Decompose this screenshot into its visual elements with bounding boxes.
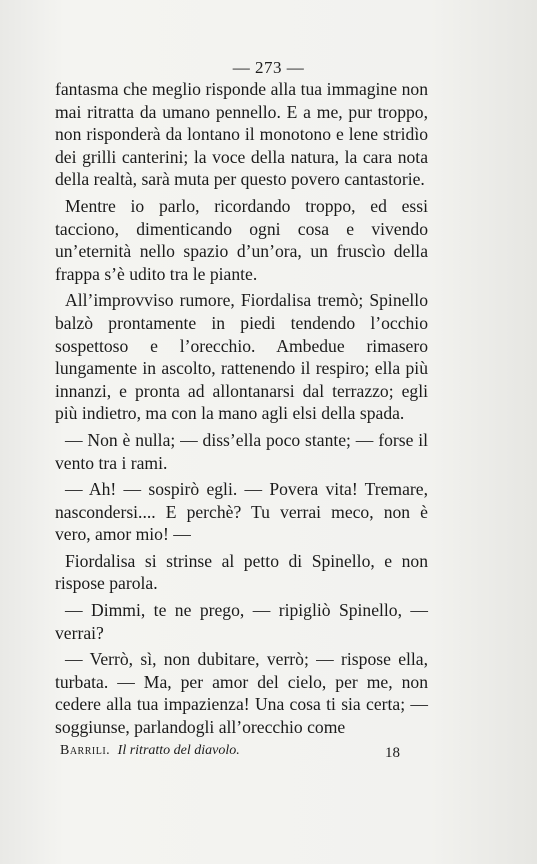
paragraph: — Ah! — sospirò egli. — Povera vita! Tremare, nascondersi.... E perchè? Tu verrai meco, non è vero, amor mio! — [55,479,428,545]
paragraph: — Verrò, sì, non dubitare, verrò; — rispose ella, turbata. — Ma, per amor del cielo, per me, non cedere alla tua impazienza! Una cosa ti sia certa; — soggiunse, parlandogli all’orecchio come [55,649,428,738]
footer-signature-mark: 18 [385,745,400,761]
paragraph: All’improvviso rumore, Fiordalisa tremò; Spinello balzò prontamente in piedi tendendo l’occhio sospettoso e l’orecchio. Ambedue rimasero lungamente in ascolto, rattenendo il respiro; ella più innanzi, e pronta ad allontanarsi dal terrazzo; egli più indietro, ma con la mano agli elsi della spada. [55,290,428,424]
paragraph: — Dimmi, te ne prego, — ripigliò Spinello, — verrai? [55,600,428,643]
paragraph: Mentre io parlo, ricordando troppo, ed essi tacciono, dimenticando ogni cosa e vivendo un’eternità nello spazio d’un’ora, un fruscìo della frappa s’è udito tra le piante. [55,195,428,284]
page-footer [60,743,400,759]
body-text [55,78,428,743]
page-number: — 273 — [232,58,305,77]
paragraph: fantasma che meglio risponde alla tua immagine non mai ritratta da umano pennello. E a me, pur troppo, non risponderà da lontano il monotono e lene stridìo dei grilli canterini; la voce della natura, la cara nota della realtà, sarà muta per questo povero cantastorie. [55,79,428,190]
footer-book-title: Il ritratto del diavolo. [117,743,240,758]
footer-author: Barrili. [60,743,111,758]
paragraph: — Non è nulla; — diss’ella poco stante; — forse il vento tra i rami. [55,429,428,473]
paragraph: Fiordalisa si strinse al petto di Spinello, e non rispose parola. [55,550,428,594]
